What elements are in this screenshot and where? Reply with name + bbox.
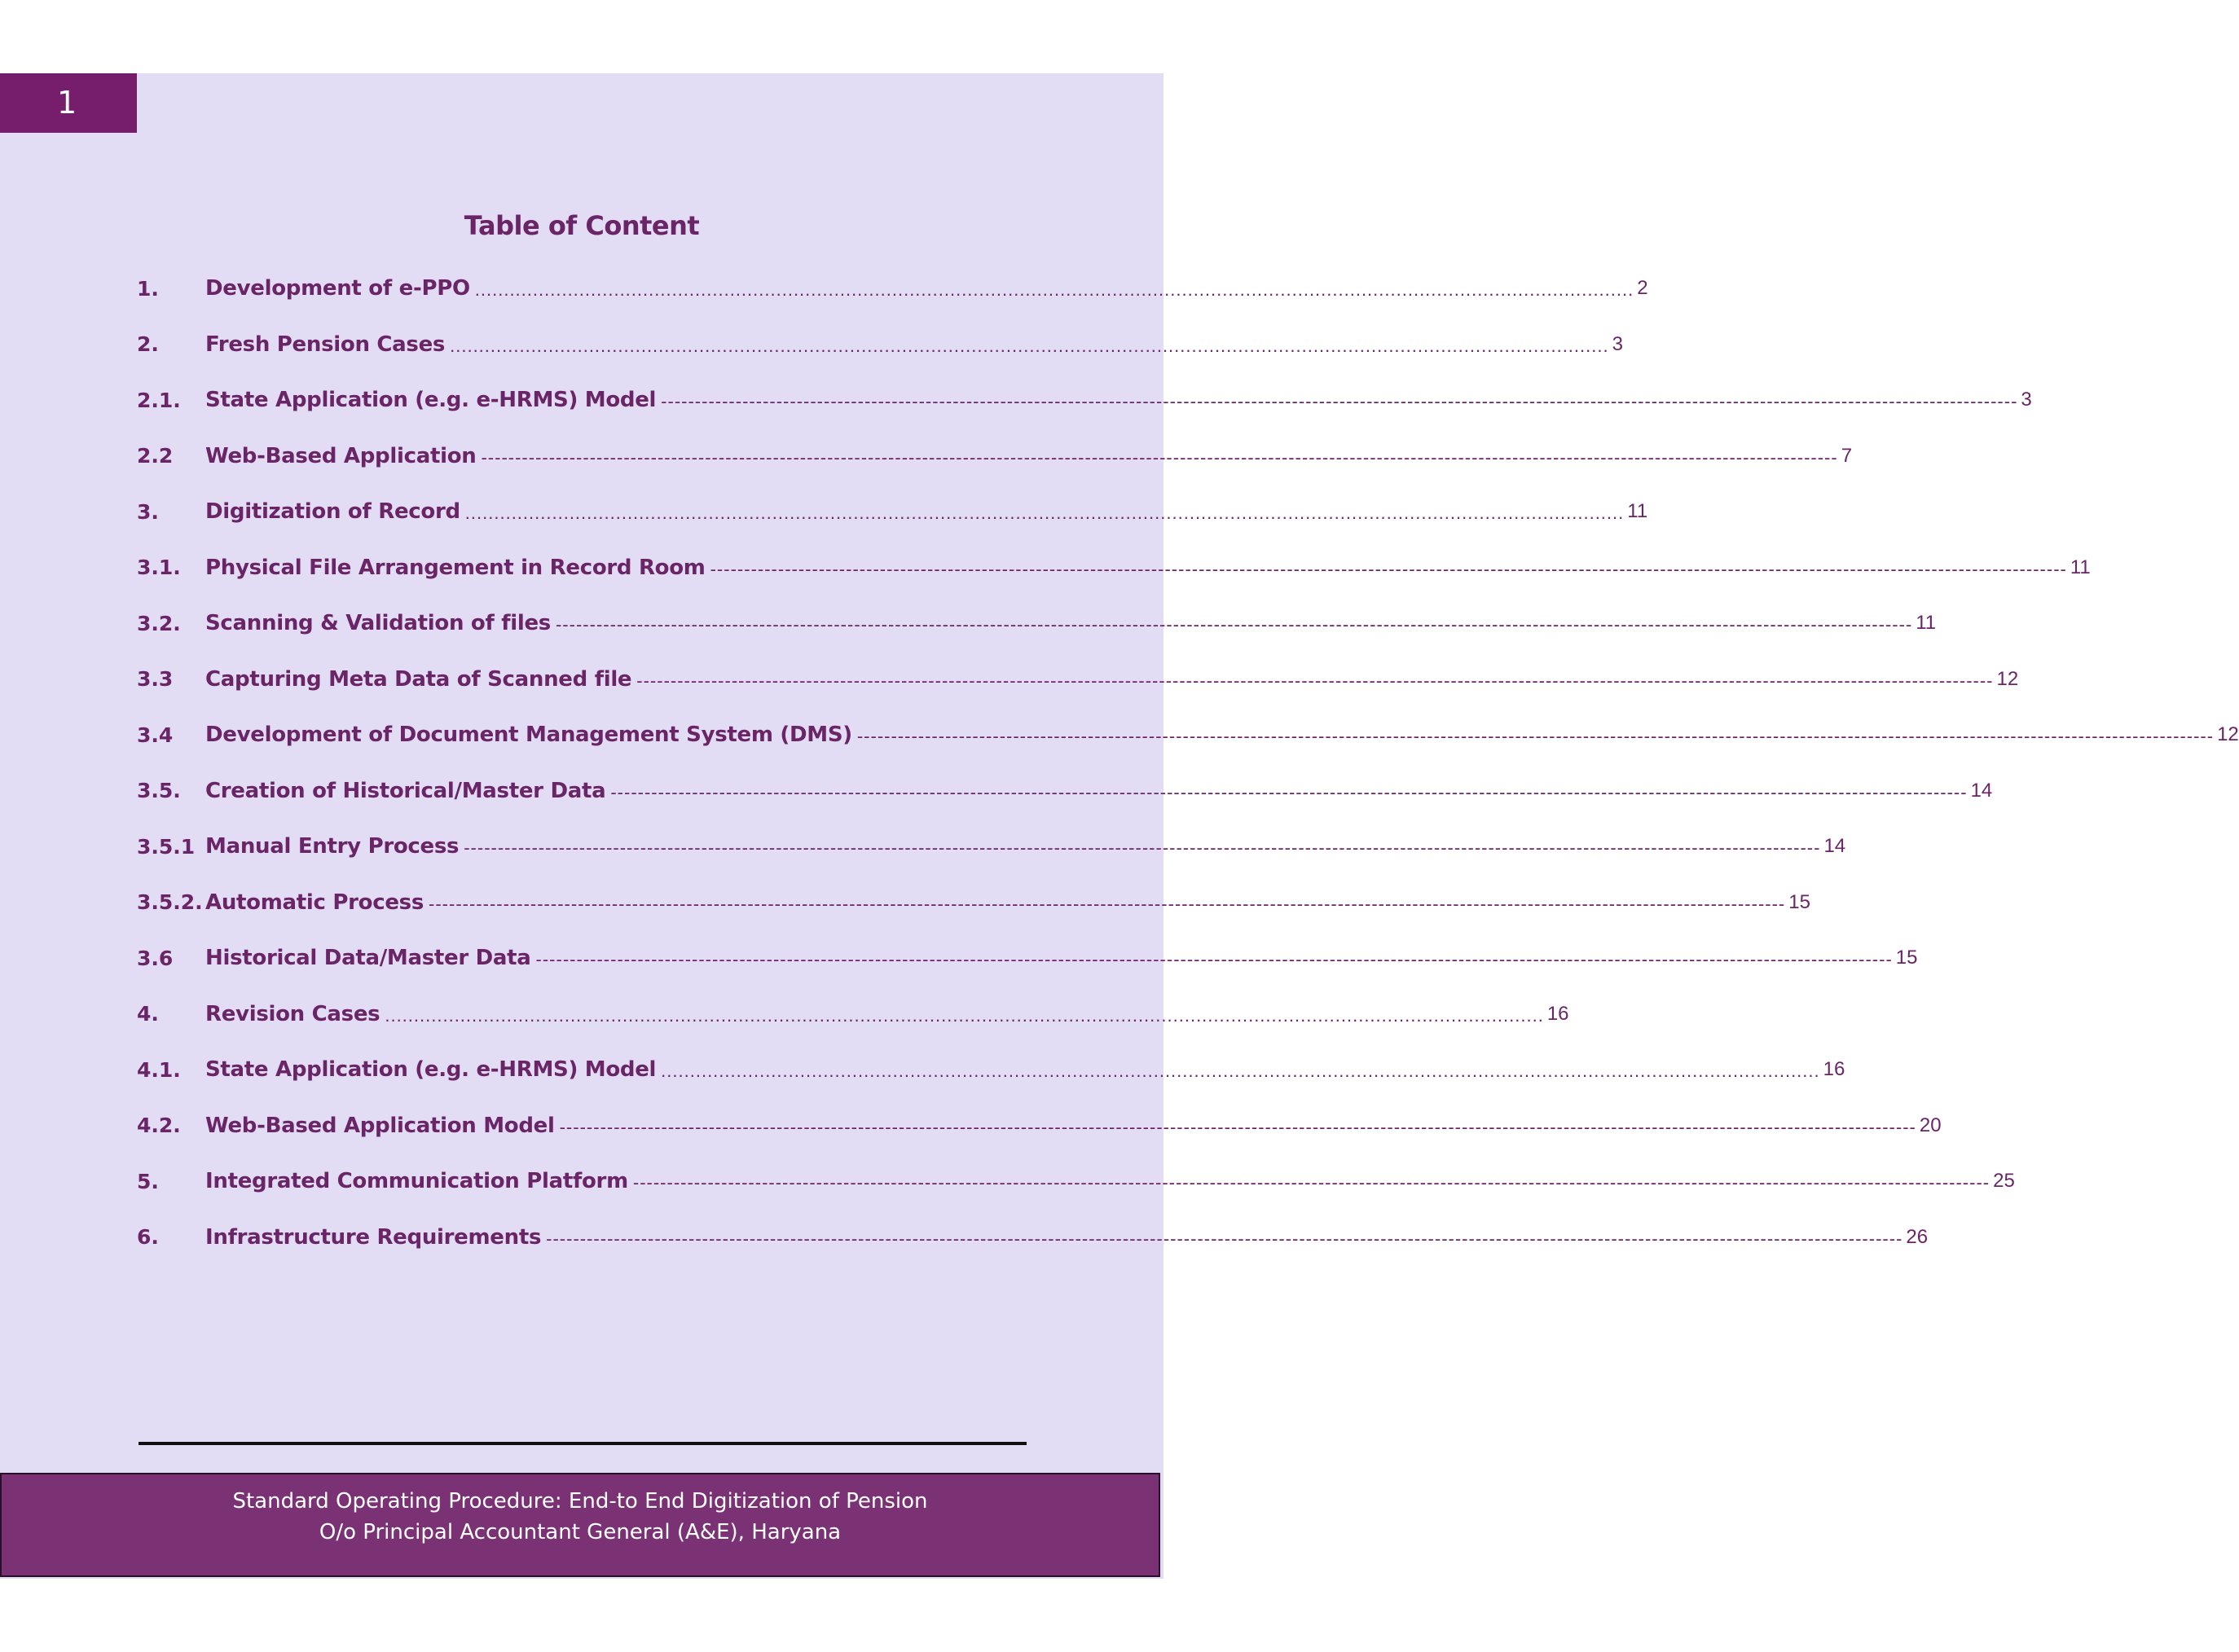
toc-leader: ........................................................................................................................................................................................................ — [385, 1004, 1544, 1026]
toc-entry[interactable] — [137, 1153, 2015, 1210]
toc-entry-page: 25 — [1993, 1170, 2015, 1193]
toc-entry-page: 11 — [2070, 556, 2091, 578]
toc-entry-label: Historical Data/Master Data — [205, 946, 531, 971]
footer-divider — [139, 1442, 1027, 1445]
toc-entry-number: 5. — [137, 1169, 159, 1193]
toc-leader: ........................................................................................................................................................................................................ — [464, 503, 1625, 524]
toc-entry-label: Digitization of Record — [205, 499, 460, 525]
toc-entry[interactable] — [137, 707, 2239, 763]
toc-entry-label: State Application (e.g. e-HRMS) Model — [205, 388, 657, 413]
toc-entry-label: Development of Document Management System (DMS) — [205, 723, 852, 748]
toc-entry-number: 3.1. — [137, 556, 181, 580]
toc-entry[interactable] — [137, 484, 1648, 540]
toc-entry[interactable] — [137, 986, 1569, 1043]
toc-entry-page: 14 — [1970, 779, 1993, 802]
toc-entry-label: Fresh Pension Cases — [205, 332, 446, 357]
toc-leader: -------------------------------------------------------------------------------------------------------------------------------------------------------------------------------------------------------- — [636, 670, 1994, 691]
toc-entry-number: 3.2. — [137, 611, 181, 635]
toc-leader: -------------------------------------------------------------------------------------------------------------------------------------------------------------------------------------------------------- — [559, 1116, 1916, 1137]
toc-entry-page: 3 — [1612, 332, 1623, 355]
toc-entry[interactable] — [137, 372, 2032, 428]
page-number-badge: 1 — [0, 73, 137, 133]
toc-entry[interactable] — [137, 540, 2091, 596]
toc-entry-number: 3. — [137, 499, 159, 524]
toc-entry-number: 3.5.1 — [137, 834, 196, 859]
toc-entry-label: Integrated Communication Platform — [205, 1169, 628, 1194]
toc-entry-label: Manual Entry Process — [205, 834, 460, 859]
toc-entry[interactable] — [137, 875, 1810, 931]
toc-entry[interactable] — [137, 930, 1918, 986]
toc-entry-label: Web-Based Application Model — [205, 1113, 555, 1138]
toc-leader: ........................................................................................................................................................................................................ — [661, 1061, 1820, 1082]
toc-entry-label: State Application (e.g. e-HRMS) Model — [205, 1057, 657, 1083]
toc-entry-label: Creation of Historical/Master Data — [205, 778, 606, 803]
toc-entry-number: 4.1. — [137, 1057, 181, 1082]
footer-band — [0, 1473, 1160, 1577]
toc-leader: -------------------------------------------------------------------------------------------------------------------------------------------------------------------------------------------------------- — [535, 949, 1893, 970]
toc-entry-number: 2.2 — [137, 444, 174, 468]
toc-entry[interactable] — [137, 652, 2019, 708]
toc-entry-number: 1. — [137, 276, 159, 301]
toc-leader: -------------------------------------------------------------------------------------------------------------------------------------------------------------------------------------------------------- — [661, 391, 2018, 412]
toc-entry-label: Development of e-PPO — [205, 276, 470, 301]
toc-entry-label: Automatic Process — [205, 890, 424, 915]
toc-entry-page: 14 — [1823, 835, 1846, 858]
toc-entry-label: Scanning & Validation of files — [205, 611, 551, 636]
toc-leader: -------------------------------------------------------------------------------------------------------------------------------------------------------------------------------------------------------- — [710, 558, 2067, 579]
toc-title: Table of Content — [464, 210, 700, 241]
toc-entry-number: 3.5. — [137, 779, 181, 803]
toc-entry[interactable] — [137, 1210, 1929, 1266]
toc-leader: ........................................................................................................................................................................................................ — [450, 335, 1609, 356]
toc-leader: -------------------------------------------------------------------------------------------------------------------------------------------------------------------------------------------------------- — [546, 1228, 1903, 1249]
toc-entry-page: 12 — [1996, 667, 2019, 690]
toc-entry-number: 3.6 — [137, 946, 174, 970]
toc-entry-page: 16 — [1546, 1002, 1569, 1025]
toc-entry-page: 20 — [1919, 1114, 1942, 1136]
toc-entry-number: 2.1. — [137, 388, 181, 412]
toc-entry-number: 4. — [137, 1002, 159, 1026]
toc-entry-page: 15 — [1895, 947, 1918, 969]
toc-entry[interactable] — [137, 428, 1853, 485]
toc-leader: -------------------------------------------------------------------------------------------------------------------------------------------------------------------------------------------------------- — [555, 614, 1913, 635]
toc-entry-page: 16 — [1823, 1058, 1845, 1081]
toc-entry-label: Capturing Meta Data of Scanned file — [205, 666, 632, 692]
toc-entry[interactable] — [137, 1042, 1845, 1098]
toc-entry-page: 12 — [2217, 723, 2239, 746]
toc-entry-number: 2. — [137, 332, 159, 357]
toc-entry-page: 2 — [1637, 277, 1648, 300]
toc-entry-number: 3.5.2. — [137, 890, 203, 915]
toc-entry-label: Infrastructure Requirements — [205, 1224, 542, 1250]
toc-entry-number: 3.3 — [137, 667, 174, 692]
toc-entry-label: Physical File Arrangement in Record Room — [205, 555, 706, 580]
toc-entry-label: Web-Based Application — [205, 443, 477, 468]
toc-entry-page: 7 — [1841, 444, 1853, 467]
footer-office: O/o Principal Accountant General (A&E), Haryana — [319, 1520, 842, 1544]
toc-entry[interactable] — [137, 819, 1846, 875]
toc-entry[interactable] — [137, 595, 1937, 652]
toc-leader: -------------------------------------------------------------------------------------------------------------------------------------------------------------------------------------------------------- — [481, 446, 1838, 468]
toc-entry-page: 26 — [1906, 1225, 1929, 1248]
toc-leader: -------------------------------------------------------------------------------------------------------------------------------------------------------------------------------------------------------- — [464, 837, 1821, 859]
toc-entry[interactable] — [137, 763, 1993, 819]
toc-entry-label: Revision Cases — [205, 1001, 380, 1026]
toc-leader: -------------------------------------------------------------------------------------------------------------------------------------------------------------------------------------------------------- — [429, 893, 1786, 914]
toc-leader: -------------------------------------------------------------------------------------------------------------------------------------------------------------------------------------------------------- — [856, 726, 2215, 747]
toc-entry-number: 6. — [137, 1225, 159, 1250]
toc-entry[interactable] — [137, 1098, 1942, 1154]
footer-title: Standard Operating Procedure: End-to End Digitization of Pension — [232, 1489, 928, 1514]
toc-entry-page: 15 — [1788, 890, 1810, 913]
toc-entry[interactable] — [137, 317, 1623, 373]
toc-leader: -------------------------------------------------------------------------------------------------------------------------------------------------------------------------------------------------------- — [632, 1172, 1990, 1193]
toc-list — [137, 261, 2239, 1265]
toc-leader: ........................................................................................................................................................................................................ — [474, 279, 1634, 301]
toc-leader: -------------------------------------------------------------------------------------------------------------------------------------------------------------------------------------------------------- — [610, 781, 1968, 802]
toc-entry-page: 11 — [1916, 612, 1937, 635]
toc-entry-page: 3 — [2021, 389, 2032, 411]
toc-entry-number: 3.4 — [137, 723, 174, 747]
toc-entry-page: 11 — [1627, 500, 1648, 523]
toc-entry[interactable] — [137, 261, 1648, 317]
toc-entry-number: 4.2. — [137, 1114, 181, 1138]
